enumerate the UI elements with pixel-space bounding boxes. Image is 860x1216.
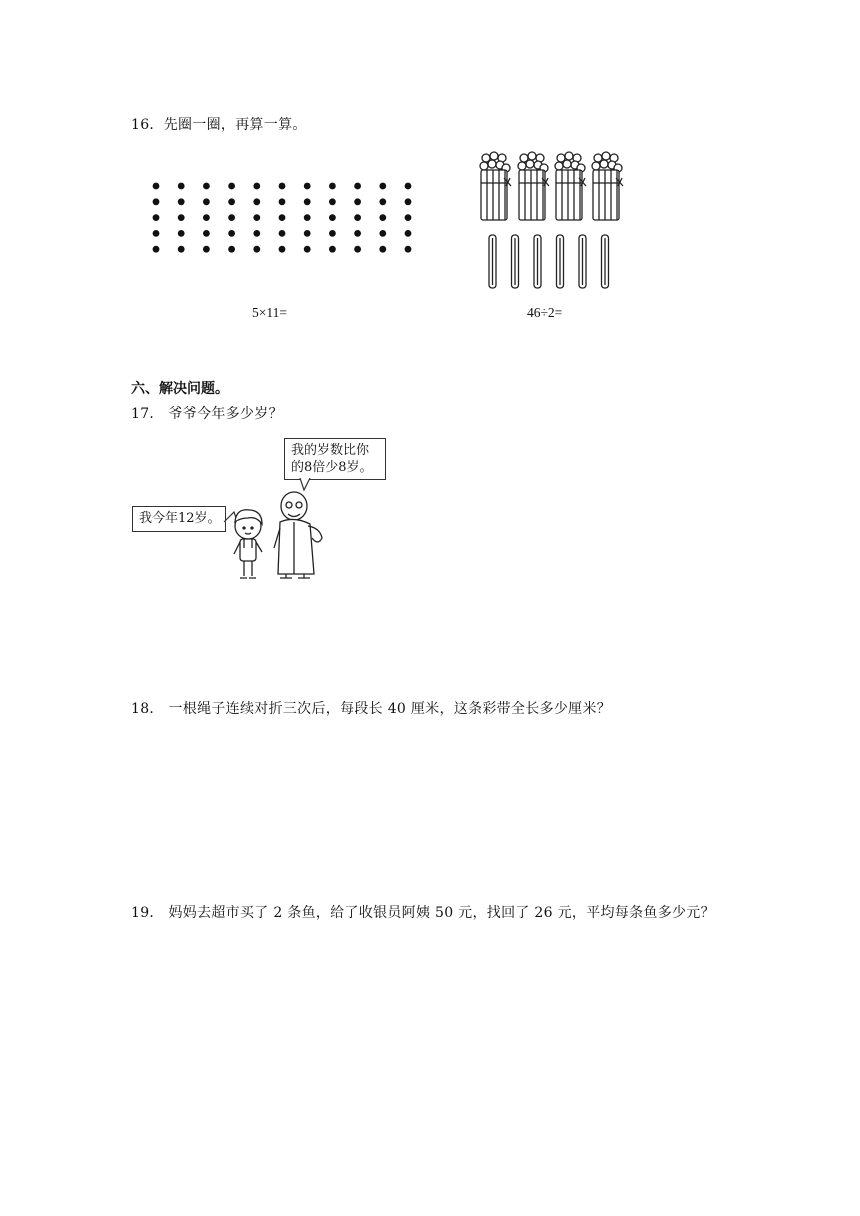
dot xyxy=(304,183,311,190)
dot xyxy=(405,214,412,221)
dot xyxy=(405,198,412,205)
stick-bundle-icon xyxy=(592,152,623,220)
boy-icon xyxy=(234,510,262,578)
dot-grid-icon xyxy=(140,170,430,260)
dot xyxy=(203,183,210,190)
dot xyxy=(329,183,336,190)
dot xyxy=(153,214,160,221)
dot xyxy=(203,246,210,253)
dot xyxy=(304,198,311,205)
characters-illustration xyxy=(222,478,342,588)
dot xyxy=(253,246,260,253)
dot xyxy=(304,246,311,253)
dot xyxy=(228,214,235,221)
boy-speech-text: 我今年12岁。 xyxy=(139,511,221,526)
dot xyxy=(153,198,160,205)
dot xyxy=(228,230,235,237)
dot xyxy=(279,214,286,221)
dot xyxy=(203,214,210,221)
dot xyxy=(279,230,286,237)
dot xyxy=(379,246,386,253)
dot xyxy=(329,246,336,253)
grandpa-icon xyxy=(274,492,322,578)
dot xyxy=(379,230,386,237)
dot xyxy=(153,246,160,253)
dot xyxy=(354,230,361,237)
dot xyxy=(379,183,386,190)
dot xyxy=(279,246,286,253)
dot xyxy=(379,214,386,221)
stick-bundle-icon xyxy=(480,152,511,220)
dot xyxy=(178,246,185,253)
dot xyxy=(405,230,412,237)
dot xyxy=(405,183,412,190)
stick-bundle-icon xyxy=(518,152,549,220)
dot xyxy=(304,214,311,221)
speech-bubble-boy xyxy=(132,506,226,532)
question-18-text: 18． 一根绳子连续对折三次后，每段长 40 厘米，这条彩带全长多少厘米？ xyxy=(131,701,612,717)
dot xyxy=(228,183,235,190)
dot xyxy=(279,183,286,190)
dot xyxy=(153,183,160,190)
question-16-text: 16．先圈一圈，再算一算。 xyxy=(131,117,307,133)
dot xyxy=(203,198,210,205)
question-19-text: 19． 妈妈去超市买了 2 条鱼，给了收银员阿姨 50 元，找回了 26 元，平均每条鱼多少元？ xyxy=(131,905,715,921)
dot xyxy=(354,198,361,205)
dot xyxy=(329,198,336,205)
dot xyxy=(178,198,185,205)
dot xyxy=(354,214,361,221)
dot xyxy=(304,230,311,237)
question-17-text: 17． 爷爷今年多少岁？ xyxy=(131,406,283,422)
dot xyxy=(253,230,260,237)
speech-bubble-grandpa xyxy=(284,438,386,480)
sticks-bundle-icon xyxy=(470,145,640,295)
dot xyxy=(178,183,185,190)
dot xyxy=(228,198,235,205)
grandpa-speech-line2: 的8倍少8岁。 xyxy=(291,460,373,475)
boy-bubble-tail xyxy=(224,512,236,522)
dot xyxy=(279,198,286,205)
dot xyxy=(178,230,185,237)
dot xyxy=(405,246,412,253)
dot xyxy=(228,246,235,253)
expression-5x11: 5×11= xyxy=(252,305,287,320)
dot xyxy=(253,198,260,205)
dot xyxy=(178,214,185,221)
dot xyxy=(253,183,260,190)
stick-bundle-icon xyxy=(555,152,586,220)
dot xyxy=(354,246,361,253)
grandpa-bubble-tail xyxy=(300,478,310,490)
dot xyxy=(329,214,336,221)
dot xyxy=(354,183,361,190)
section-title: 六、解决问题。 xyxy=(131,381,229,397)
grandpa-speech-line1: 我的岁数比你 xyxy=(291,443,370,458)
dot xyxy=(153,230,160,237)
dot xyxy=(253,214,260,221)
dot xyxy=(203,230,210,237)
dot xyxy=(329,230,336,237)
dot xyxy=(379,198,386,205)
expression-46div2: 46÷2= xyxy=(527,305,563,320)
